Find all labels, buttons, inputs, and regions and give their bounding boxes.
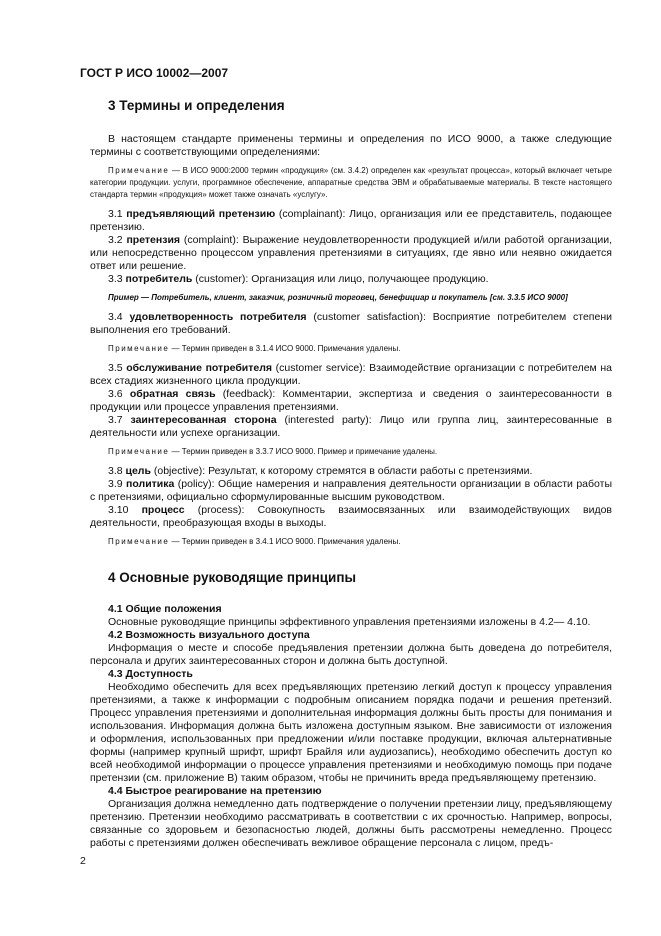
note-text: — В ИСО 9000:2000 термин «продукция» (см. 3.4.2) определен как «результат процесса», который включает четыре категории продукции. услуги, программное обеспечение, аппаратные средства ЭВМ и обрабатываемые материалы. В тексте настоящего стандарта термин «продукция» может также означать «услугу». — [90, 166, 612, 199]
subsection-4-4-text: Организация должна немедленно дать подтверждение о получении претензии лицу, предъявляющему претензию. Претензии необходимо рассматривать в соответствии с их срочностью. Например, вопросы, связанные со здоровьем и безопасностью людей, должны быть рассмотрены немедленно. Процесс работы с претензиями должен обеспечивать вежливое обращение персонала с лицом, предъ- — [90, 798, 612, 849]
term-3-3 — [90, 273, 612, 286]
term-3-5 — [90, 362, 612, 388]
term-name: процесс — [141, 504, 185, 516]
term-number: 3.3 — [108, 273, 126, 285]
page-number: 2 — [80, 855, 86, 867]
term-definition: (feedback): Комментарии, экспертиза и сведения о заинтересованности в продукции или процессе управления претензиями. — [90, 388, 612, 413]
term-name: заинтересованная сторона — [130, 414, 277, 426]
subsection-4-1-title: 4.1 Общие положения — [108, 603, 222, 615]
term-number: 3.10 — [108, 504, 142, 516]
term-3-6 — [90, 388, 612, 414]
term-3-4 — [90, 311, 612, 337]
term-definition: (complaint): Выражение неудовлетворенности продукцией и/или работой организации, или непосредственно процессом управления претензиями в ситуациях, где явно или неявно ожидается ответ или решение. — [90, 234, 613, 272]
term-number: 3.1 — [108, 208, 127, 220]
note-label: Примечание — [108, 537, 170, 546]
term-3-9 — [90, 478, 612, 504]
note-label: Примечание — [108, 344, 170, 353]
term-3-10 — [90, 504, 612, 530]
term-number: 3.4 — [108, 311, 130, 323]
subsection-4-3-text: Необходимо обеспечить для всех предъявляющих претензию легкий доступ к процессу управления претензиями, а также к информации с подробным описанием порядка подачи и решения претензий. Процесс управления претензиями и дополнительная информация должны быть просты для понимания и использования. Информация должна быть изложена доступным языком. Вне зависимости от изложения и оформления, использованных при предложении и/или поставке продукции, включая альтернативные формы (например крупный шрифт, шрифт Брайля или аудиозапись), необходимо обеспечить доступ ко всей необходимой информации о процессе управления претензиями и необходимую помощь при подаче претензии (см. приложение В) таким образом, чтобы не причинить вреда предъявляющему претензию. — [90, 681, 612, 784]
section-4-heading: 4 Основные руководящие принципы — [108, 570, 357, 585]
term-definition: (complainant): Лицо, организация или ее представитель, подающее претензию. — [90, 208, 613, 233]
term-name: цель — [125, 465, 151, 477]
term-definition: (process): Совокупность взаимосвязанных или взаимодействующих видов деятельности, преобразующая входы в выходы. — [90, 504, 612, 529]
term-definition: (customer satisfaction): Восприятие потребителем степени выполнения его требований. — [90, 311, 612, 336]
page-content — [90, 98, 612, 850]
term-number: 3.2 — [108, 234, 127, 246]
note-1 — [90, 165, 612, 201]
term-name: обслуживание потребителя — [126, 362, 273, 374]
note-label: Примечание — [108, 447, 170, 456]
subsection-4-2-title: 4.2 Возможность визуального доступа — [108, 629, 310, 641]
term-number: 3.7 — [108, 414, 131, 426]
term-definition: (interested party): Лицо или группа лиц, заинтересованные в деятельности или успехе организации. — [90, 414, 612, 439]
subsection-4-1-text: Основные руководящие принципы эффективного управления претензиями изложены в 4.2— 4.10. — [108, 616, 591, 628]
term-3-2 — [90, 234, 612, 273]
subsection-4-2-text: Информация о месте и способе предъявления претензии должна быть доведена до потребителя, персонала и других заинтересованных сторон и должна быть доступной. — [90, 642, 612, 667]
note-text: — Термин приведен в 3.4.1 ИСО 9000. Примечания удалены. — [169, 537, 401, 546]
section-3-heading: 3 Термины и определения — [108, 98, 285, 113]
note-4 — [90, 536, 612, 548]
term-name: обратная связь — [129, 388, 216, 400]
term-definition: (objective): Результат, к которому стремятся в области работы с претензиями. — [150, 465, 533, 477]
term-3-1 — [90, 208, 612, 234]
term-name: удовлетворенность потребителя — [129, 311, 307, 323]
term-number: 3.8 — [108, 465, 126, 477]
note-label: Примечание — [108, 166, 170, 175]
term-number: 3.5 — [108, 362, 127, 374]
term-name: потребитель — [125, 273, 193, 285]
term-definition: (customer): Организация или лицо, получающее продукцию. — [192, 273, 489, 285]
example-3-3: Пример — Потребитель, клиент, заказчик, розничный торговец, бенефициар и покупатель [см. 3.3.5 ИСО 9000] — [108, 293, 568, 302]
note-text: — Термин приведен в 3.3.7 ИСО 9000. Пример и примечание удалены. — [169, 447, 438, 456]
term-definition: (policy): Общие намерения и направления деятельности организации в области работы с претензиями, официально сформулированные высшим руководством. — [90, 478, 612, 503]
term-definition: (customer service): Взаимодействие организации с потребителем на всех стадиях жизненного цикла продукции. — [90, 362, 612, 387]
note-3 — [90, 446, 612, 458]
term-name: предъявляющий претензию — [126, 208, 276, 220]
section-3-intro: В настоящем стандарте применены термины и определения по ИСО 9000, а также следующие термины с соответствующими определениями: — [90, 133, 612, 158]
term-3-8 — [90, 465, 612, 478]
note-2 — [90, 343, 612, 355]
term-number: 3.6 — [108, 388, 130, 400]
term-name: политика — [126, 478, 175, 490]
document-header: ГОСТ Р ИСО 10002—2007 — [80, 66, 229, 80]
term-number: 3.9 — [108, 478, 127, 490]
subsection-4-3-title: 4.3 Доступность — [108, 668, 193, 680]
term-name: претензия — [126, 234, 181, 246]
note-text: — Термин приведен в 3.1.4 ИСО 9000. Примечания удалены. — [169, 344, 401, 353]
subsection-4-4-title: 4.4 Быстрое реагирование на претензию — [108, 785, 322, 797]
term-3-7 — [90, 414, 612, 440]
